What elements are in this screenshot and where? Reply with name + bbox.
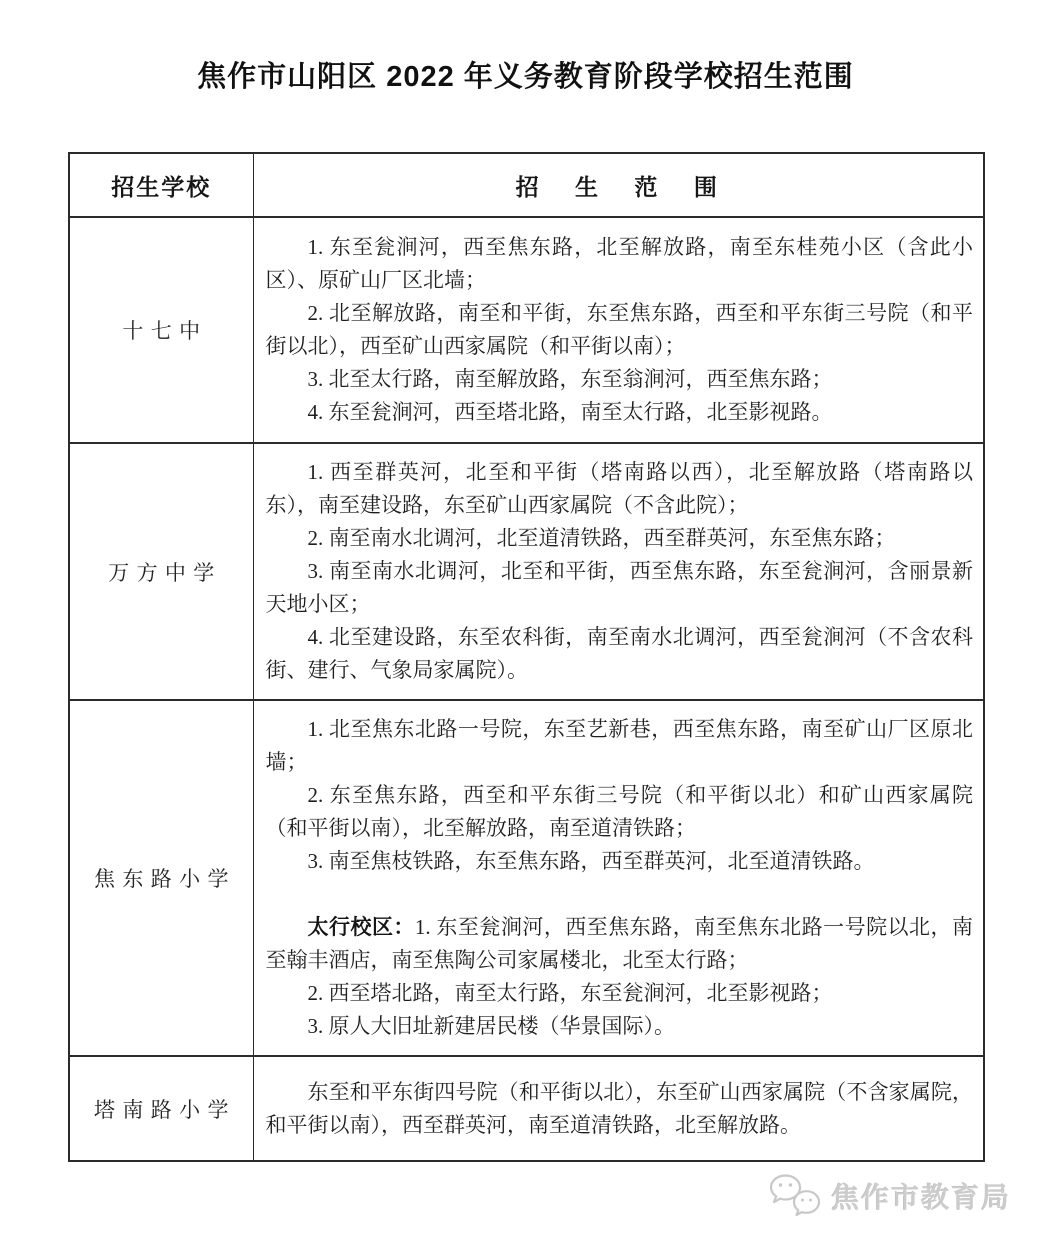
table-header-row <box>69 153 984 217</box>
campus-label: 太行校区： <box>307 916 415 939</box>
range-paragraph: 3. 北至太行路，南至解放路，东至翁涧河，西至焦东路； <box>307 367 833 391</box>
school-name: 十七中 <box>69 217 253 443</box>
wechat-icon <box>767 1172 823 1220</box>
range-paragraph: 4. 东至瓮涧河，西至塔北路，南至太行路，北至影视路。 <box>307 400 833 424</box>
school-name: 万方中学 <box>69 443 253 700</box>
range-cell <box>253 443 984 700</box>
header-range: 招 生 范 围 <box>253 153 984 217</box>
enrollment-range-table <box>68 152 985 1162</box>
range-paragraph: 3. 南至南水北调河，北至和平街，西至焦东路，东至瓮涧河，含丽景新天地小区； <box>265 559 973 616</box>
table-row-tananlu <box>69 1056 984 1161</box>
range-cell <box>253 700 984 1056</box>
range-cell <box>253 1056 984 1161</box>
table-row-wanfang <box>69 443 984 700</box>
table-row-jiaodonglu <box>69 700 984 1056</box>
table-row-shiqizhong <box>69 217 984 443</box>
campus-paragraph: 2. 西至塔北路，南至太行路，东至瓮涧河，北至影视路； <box>307 981 833 1005</box>
publisher-watermark <box>767 1172 1011 1220</box>
range-cell <box>253 217 984 443</box>
range-paragraph: 东至和平东街四号院（和平街以北），东至矿山西家属院（不含家属院，和平街以南），西至群英河，南至道清铁路，北至解放路。 <box>265 1079 973 1137</box>
range-paragraph: 2. 南至南水北调河，北至道清铁路，西至群英河，东至焦东路； <box>307 526 896 550</box>
blank-line <box>266 878 974 911</box>
range-paragraph: 1. 北至焦东北路一号院，东至艺新巷，西至焦东路，南至矿山厂区原北墙； <box>265 717 973 774</box>
range-paragraph: 3. 南至焦枝铁路，东至焦东路，西至群英河，北至道清铁路。 <box>307 849 875 873</box>
range-paragraph: 2. 北至解放路，南至和平街，东至焦东路，西至和平东街三号院（和平街以北），西至矿山西家属院（和平街以南）； <box>265 301 973 358</box>
campus-paragraph: 3. 原人大旧址新建居民楼（华景国际）。 <box>307 1014 675 1038</box>
campus-paragraph <box>266 911 974 977</box>
campus-range-text: 1. 东至瓮涧河，西至焦东路，南至焦东北路一号院以北，南至翰丰酒店，南至焦陶公司家属楼北，北至太行路； <box>265 915 974 972</box>
watermark-label: 焦作市教育局 <box>830 1183 1011 1214</box>
school-name: 焦东路小学 <box>69 700 253 1056</box>
range-paragraph: 2. 东至焦东路，西至和平东街三号院（和平街以北）和矿山西家属院（和平街以南），北至解放路，南至道清铁路； <box>265 783 973 840</box>
range-paragraph: 1. 西至群英河，北至和平街（塔南路以西），北至解放路（塔南路以东），南至建设路，东至矿山西家属院（不含此院）； <box>265 460 973 517</box>
page-title: 焦作市山阳区 2022 年义务教育阶段学校招生范围 <box>197 61 854 93</box>
header-school: 招生学校 <box>69 153 253 217</box>
range-paragraph: 4. 北至建设路，东至农科街，南至南水北调河，西至瓮涧河（不含农科街、建行、气象局家属院）。 <box>265 625 973 682</box>
range-paragraph: 1. 东至瓮涧河，西至焦东路，北至解放路，南至东桂苑小区（含此小区）、原矿山厂区北墙； <box>265 235 973 292</box>
school-name: 塔南路小学 <box>69 1056 253 1161</box>
